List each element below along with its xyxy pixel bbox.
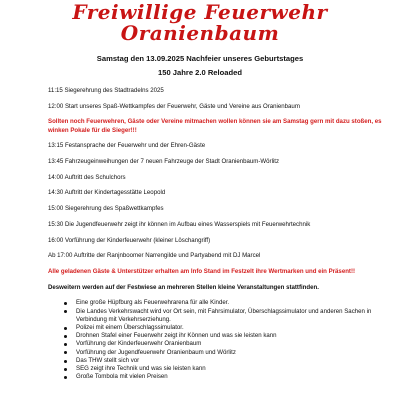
- program-item: 11:15 Siegerehrung des Stadtradelns 2025: [48, 87, 164, 94]
- list-item: Eine große Hüpfburg als Feuerwehrarena für alle Kinder.: [72, 299, 392, 307]
- title-line-1: Freiwillige Feuerwehr: [72, 0, 328, 24]
- program-item: 13:45 Fahrzeugeinweihungen der 7 neuen Fahrzeuge der Stadt Oranienbaum-Wörlitz: [48, 158, 280, 166]
- list-item: SEG zeigt ihre Technik und was sie leisten kann: [72, 365, 392, 373]
- title-line-2: Oranienbaum: [120, 21, 280, 45]
- program-item: 14:30 Auftritt der Kindertagesstätte Leopold: [48, 189, 166, 197]
- program-section: [48, 87, 392, 381]
- list-item: Vorführung der Jugendfeuerwehr Oranienbaum und Wörlitz: [72, 349, 392, 357]
- list-item: Drohnen Stafel einer Feuerwehr zeigt ihr Können und was sie leisten kann: [72, 332, 392, 340]
- list-item: Das THW stellt sich vor: [72, 357, 392, 365]
- list-item: Große Tombola mit vielen Preisen: [72, 373, 392, 381]
- side-events-heading: Desweitern werden auf der Festwiese an mehreren Stellen kleine Veranstaltungen stattfinden.: [48, 283, 319, 291]
- program-item: Ab 17:00 Auftritte der Ranjnboomer Narrengilde und Partyabend mit DJ Marcel: [48, 252, 261, 260]
- event-motto-subtitle: 150 Jahre 2.0 Reloaded: [158, 68, 242, 77]
- participation-notice: Sollten noch Feuerwehren, Gäste oder Vereine mitmachen wollen können sie am Samstag gern mit dazu stoßen, es winken Pokale für die Sieger!!!: [48, 118, 382, 134]
- program-item: 12:00 Start unseres Spaß-Wettkampfes der Feuerwehr, Gäste und Vereine aus Oranienbaum: [48, 102, 300, 110]
- list-item: Vorführung der Kinderfeuerwehr Oranienbaum: [72, 340, 392, 348]
- event-date-subtitle: Samstag den 13.09.2025 Nachfeier unseres Geburtstages: [96, 54, 304, 63]
- program-item: 13:15 Festansprache der Feuerwehr und der Ehren-Gäste: [48, 142, 206, 150]
- side-events-list: [48, 299, 392, 381]
- list-item: Die Landes Verkehrswacht wird vor Ort sein, mit Fahrsimulator, Überschlagssimulator und anderen Sachen in Verbindung mit Verkehrserziehung.: [72, 308, 392, 324]
- guests-notice: Alle geladenen Gäste & Unterstützer erhalten am Info Stand im Festzelt ihre Wertmarken und ein Präsent!!: [48, 267, 356, 275]
- program-item: 16:00 Vorführung der Kinderfeuerwehr (kleiner Löschangriff): [48, 236, 211, 244]
- list-item: Polizei mit einem Überschlagssimulator.: [72, 324, 392, 332]
- program-item: 14:00 Auftritt des Schulchors: [48, 173, 126, 181]
- program-item: 15:30 Die Jugendfeuerwehr zeigt ihr können im Aufbau eines Wasserspiels mit Feuerwehrtechnik: [48, 220, 311, 228]
- program-item: 15:00 Siegerehrung des Spaßwettkampfes: [48, 205, 164, 213]
